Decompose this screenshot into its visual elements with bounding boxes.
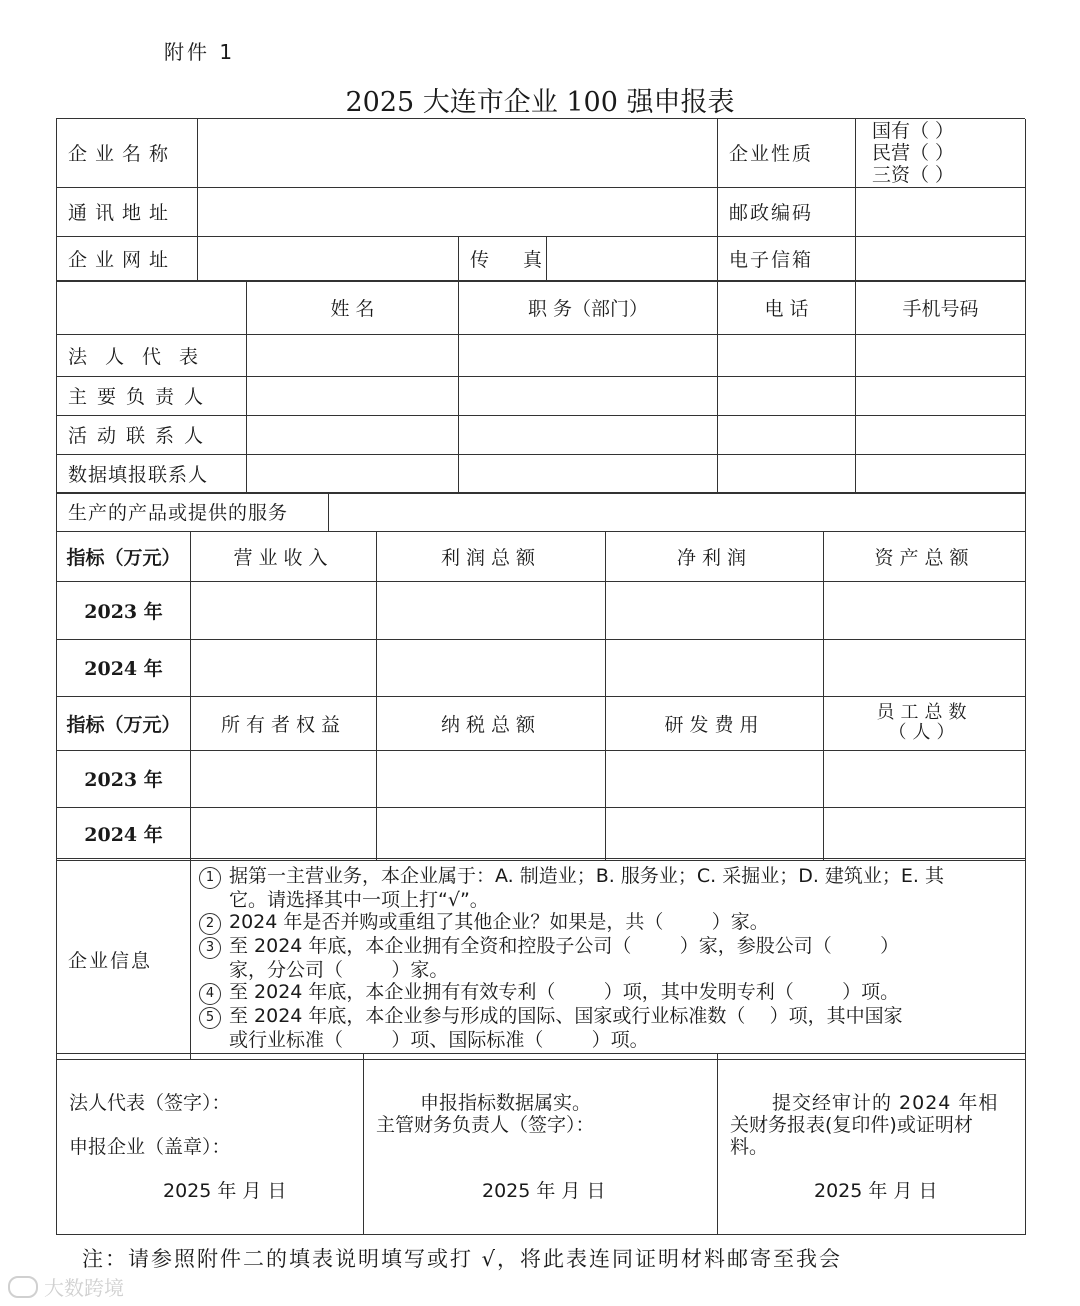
info-item: [199, 935, 1017, 959]
indicator-cell[interactable]: [377, 750, 606, 807]
contacts-corner: [57, 281, 247, 334]
watermark-logo-icon: [8, 1276, 38, 1298]
contact-cell[interactable]: [856, 454, 1026, 493]
submit-line-1: 提交经审计的 2024 年相: [772, 1092, 999, 1114]
info-item-text: 据第一主营业务，本企业属于：A. 制造业；B. 服务业；C. 采掘业；D. 建筑业；E. 其: [229, 865, 944, 887]
year-label: 2023 年: [57, 581, 191, 639]
indicator-header: 纳税总额: [377, 696, 606, 750]
indicator-header: 所有者权益: [191, 696, 377, 750]
website-field[interactable]: [198, 236, 459, 281]
info-item: [199, 1005, 1017, 1029]
contact-cell[interactable]: [856, 415, 1026, 454]
indicator-cell[interactable]: [191, 581, 377, 639]
contact-cell[interactable]: [459, 334, 718, 376]
info-item: [199, 981, 1017, 1005]
signature-submit[interactable]: [718, 1054, 1026, 1234]
enterprise-info-content: [191, 859, 1026, 1060]
indicator-cell[interactable]: [377, 581, 606, 639]
products-field[interactable]: [329, 493, 1026, 531]
indicator-cell[interactable]: [606, 807, 824, 860]
info-item-cont: 它。请选择其中一项上打“√”。: [229, 889, 489, 911]
company-name-field[interactable]: [198, 119, 718, 187]
indicator-cell[interactable]: [606, 581, 824, 639]
contact-cell[interactable]: [247, 454, 459, 493]
indicator-header: 资产总额: [824, 532, 1026, 581]
indicator-cell[interactable]: [824, 750, 1026, 807]
contact-cell[interactable]: [718, 334, 856, 376]
products-label: 生产的产品或提供的服务: [57, 493, 329, 531]
info-item-text: 至 2024 年底，本企业拥有全资和控股子公司（ ）家，参股公司（ ）: [229, 935, 900, 957]
date-submit: 2025 年 月 日: [814, 1180, 938, 1202]
nature-option-foreign[interactable]: 三资（ ）: [872, 163, 955, 186]
company-nature-options[interactable]: [856, 119, 1026, 187]
submit-line-2: 关财务报表(复印件)或证明材: [730, 1114, 973, 1136]
number-badge: 3: [199, 937, 221, 959]
address-field[interactable]: [198, 187, 718, 236]
indicator-cell[interactable]: [377, 807, 606, 860]
signature-legal[interactable]: [57, 1054, 364, 1234]
info-item-cont: 或行业标准（ ）项、国际标准（ ）项。: [229, 1029, 649, 1051]
indicator-cell[interactable]: [191, 807, 377, 860]
contact-cell[interactable]: [459, 454, 718, 493]
contact-cell[interactable]: [718, 415, 856, 454]
fax-field[interactable]: [547, 236, 718, 281]
nature-option-private[interactable]: 民营（ ）: [872, 141, 955, 164]
signature-table: [56, 1053, 1025, 1235]
info-item: [199, 865, 1017, 889]
indicators-table: [56, 531, 1025, 861]
indicator-cell[interactable]: [824, 581, 1026, 639]
number-badge: 1: [199, 867, 221, 889]
contact-row-label: 法人代表: [57, 334, 247, 376]
indicator-header: 营业收入: [191, 532, 377, 581]
info-item-text: 2024 年是否并购或重组了其他企业？如果是，共（ ）家。: [229, 911, 769, 933]
footnote: 注：请参照附件二的填表说明填写或打 √，将此表连同证明材料邮寄至我会: [82, 1247, 843, 1271]
info-item-cont: 家，分公司（ ）家。: [229, 959, 449, 981]
info-item-text: 至 2024 年底，本企业拥有有效专利（ ）项，其中发明专利（ ）项。: [229, 981, 900, 1003]
indicator-header: 净利润: [606, 532, 824, 581]
contacts-header-phone: 电 话: [718, 281, 856, 334]
website-label: 企业网址: [57, 236, 198, 281]
contact-cell[interactable]: [247, 376, 459, 415]
nature-option-state[interactable]: 国有（ ）: [872, 119, 955, 142]
legal-rep-sign: 法人代表（签字）：: [69, 1092, 231, 1114]
contact-cell[interactable]: [247, 334, 459, 376]
date-finance: 2025 年 月 日: [482, 1180, 606, 1202]
indicator-cell[interactable]: [824, 639, 1026, 696]
year-label: 2024 年: [57, 807, 191, 860]
date-legal: 2025 年 月 日: [163, 1180, 287, 1202]
enterprise-info-label: 企业信息: [57, 859, 191, 1060]
contact-cell[interactable]: [856, 334, 1026, 376]
watermark-text: 大数跨境: [44, 1276, 124, 1300]
address-label: 通讯地址: [57, 187, 198, 236]
number-badge: 5: [199, 1007, 221, 1029]
indicator-header: 研发费用: [606, 696, 824, 750]
indicator-cell[interactable]: [606, 750, 824, 807]
basic-info-table: [56, 118, 1025, 282]
info-item: [199, 911, 1017, 935]
indicators-label: 指标（万元）: [57, 696, 191, 750]
contact-row-label: 活动联系人: [57, 415, 247, 454]
contacts-table: [56, 280, 1025, 494]
year-label: 2023 年: [57, 750, 191, 807]
contact-row-label: 数据填报联系人: [57, 454, 247, 493]
email-field[interactable]: [856, 236, 1026, 281]
applicant-seal: 申报企业（盖章）：: [69, 1136, 231, 1158]
page-title: 2025 大连市企业 100 强申报表: [345, 87, 735, 118]
number-badge: 2: [199, 913, 221, 935]
contacts-header-mobile: 手机号码: [856, 281, 1026, 334]
submit-line-3: 料。: [730, 1136, 769, 1158]
attachment-label: 附件 1: [164, 40, 236, 64]
enterprise-info-table: [56, 858, 1025, 1060]
products-table: [56, 492, 1025, 532]
number-badge: 4: [199, 983, 221, 1005]
contacts-header-title: 职 务（部门）: [459, 281, 718, 334]
data-true-statement: 申报指标数据属实。: [420, 1092, 592, 1114]
contact-cell[interactable]: [856, 376, 1026, 415]
email-label: 电子信箱: [718, 236, 856, 281]
finance-sign: 主管财务负责人（签字）：: [376, 1114, 595, 1136]
postcode-field[interactable]: [856, 187, 1026, 236]
contact-cell[interactable]: [718, 454, 856, 493]
indicator-cell[interactable]: [606, 639, 824, 696]
indicator-cell[interactable]: [377, 639, 606, 696]
watermark: [8, 1272, 124, 1301]
contact-cell[interactable]: [718, 376, 856, 415]
signature-finance[interactable]: [364, 1054, 718, 1234]
indicator-header: 员工总数（人）: [824, 696, 1026, 750]
contact-row-label: 主要负责人: [57, 376, 247, 415]
indicator-header: 利润总额: [377, 532, 606, 581]
fax-label: 传 真: [459, 236, 547, 281]
indicator-cell[interactable]: [191, 750, 377, 807]
company-nature-label: 企业性质: [718, 119, 856, 187]
indicator-cell[interactable]: [191, 639, 377, 696]
company-name-label: 企业名称: [57, 119, 198, 187]
contact-cell[interactable]: [459, 376, 718, 415]
contact-cell[interactable]: [247, 415, 459, 454]
contact-cell[interactable]: [459, 415, 718, 454]
postcode-label: 邮政编码: [718, 187, 856, 236]
indicators-label: 指标（万元）: [57, 532, 191, 581]
info-item-text: 至 2024 年底，本企业参与形成的国际、国家或行业标准数（ ）项，其中国家: [229, 1005, 903, 1027]
indicator-cell[interactable]: [824, 807, 1026, 860]
contacts-header-name: 姓 名: [247, 281, 459, 334]
year-label: 2024 年: [57, 639, 191, 696]
